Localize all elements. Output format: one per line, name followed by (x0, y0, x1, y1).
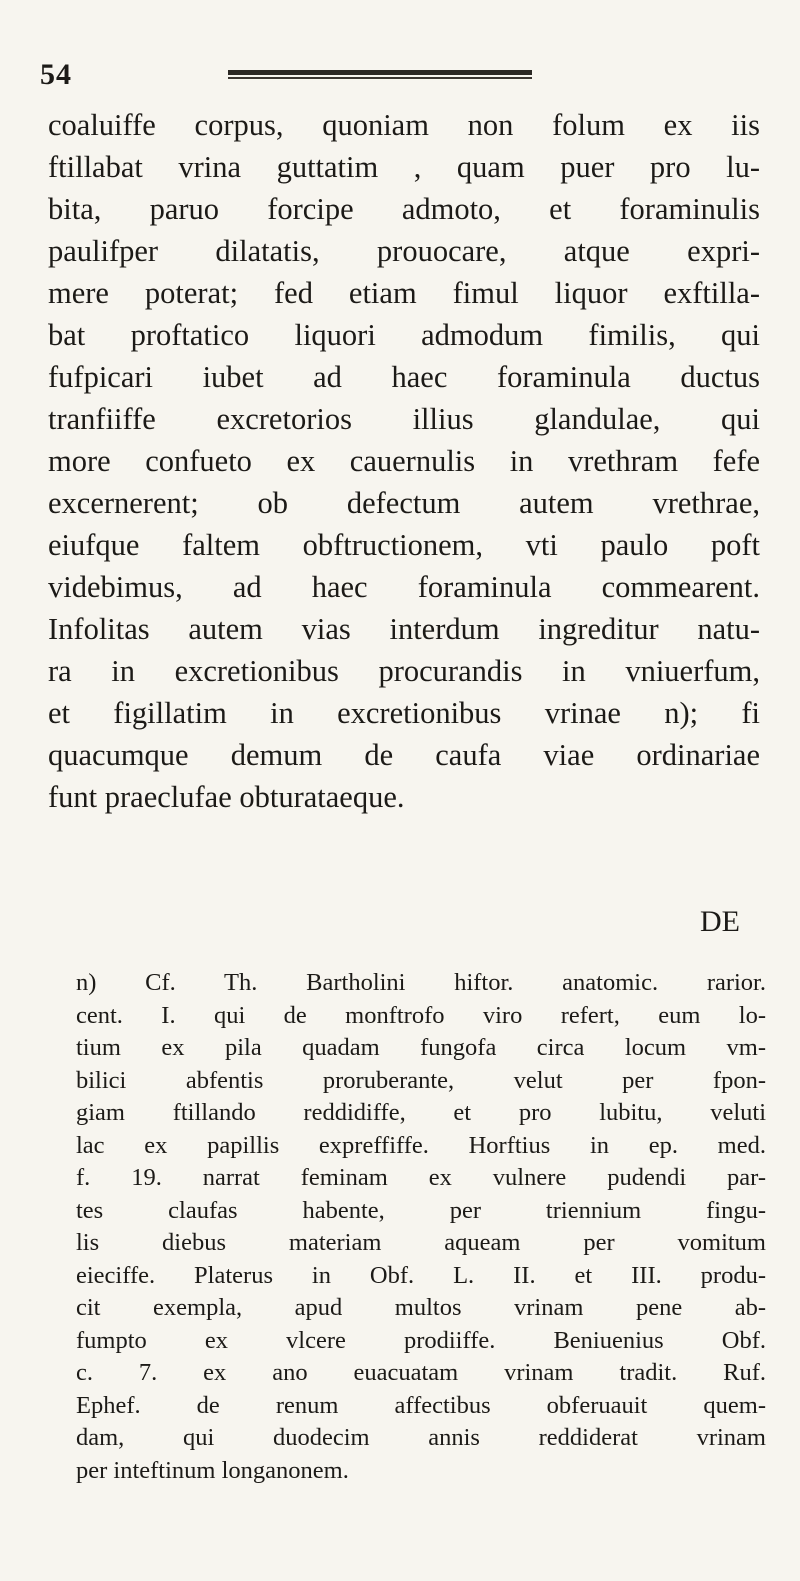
footnote-line: cent. I. qui de monftrofo viro refert, eum lo- (76, 1001, 766, 1029)
text-line: et figillatim in excretionibus vrinae n); fi (48, 696, 760, 730)
footnote-line: fumpto ex vlcere prodiiffe. Beniuenius Obf. (76, 1326, 766, 1354)
text-line: ra in excretionibus procurandis in vniuerfum, (48, 654, 760, 688)
footnote-line: dam, qui duodecim annis reddiderat vrinam (76, 1424, 766, 1451)
text-line: tranfiiffe excretorios illius glandulae, qui (48, 402, 760, 436)
header-rule (228, 70, 532, 78)
footnote-line: lac ex papillis expreffiffe. Horftius in ep. med. (76, 1131, 766, 1159)
text-line: quacumque demum de caufa viae ordinariae (48, 738, 760, 772)
text-line: funt praeclufae obturataeque. (48, 780, 405, 814)
footnote-line: f. 19. narrat feminam ex vulnere pudendi par- (76, 1164, 766, 1191)
footnote-line: c. 7. ex ano euacuatam vrinam tradit. Ruf. (76, 1359, 766, 1386)
footnote-line: Ephef. de renum affectibus obferuauit quem- (76, 1391, 766, 1419)
footnote-line: giam ftillando reddidiffe, et pro lubitu, veluti (76, 1099, 766, 1126)
footnote-line: lis diebus materiam aqueam per vomitum (76, 1229, 766, 1256)
main-text-block (48, 104, 768, 818)
footnote-line: cit exempla, apud multos vrinam pene ab- (76, 1294, 766, 1321)
footnote-line: tes claufas habente, per triennium fingu- (76, 1196, 766, 1224)
text-line: Infolitas autem vias interdum ingreditur natu- (48, 612, 760, 646)
footnote-line: tium ex pila quadam fungofa circa locum vm- (76, 1034, 766, 1061)
text-line: more confueto ex cauernulis in vrethram fefe (48, 444, 760, 478)
text-line: eiufque faltem obftructionem, vti paulo poft (48, 528, 760, 562)
footnote-line: per inteftinum longanonem. (76, 1456, 349, 1484)
page-number: 54 (40, 58, 72, 91)
footnote-line: n) Cf. Th. Bartholini hiftor. anatomic. rarior. (76, 969, 766, 996)
text-line: paulifper dilatatis, prouocare, atque expri- (48, 234, 760, 268)
text-line: mere poterat; fed etiam fimul liquor exftilla- (48, 276, 760, 310)
text-line: videbimus, ad haec foraminula commearent. (48, 570, 760, 604)
footnote-line: eieciffe. Platerus in Obf. L. II. et III. produ- (76, 1261, 766, 1289)
footnote-block (76, 967, 772, 1487)
catchword: DE (700, 905, 740, 938)
text-line: coaluiffe corpus, quoniam non folum ex iis (48, 108, 760, 142)
footnote-line: bilici abfentis proruberante, velut per fpon- (76, 1066, 766, 1094)
text-line: bita, paruo forcipe admoto, et foraminulis (48, 192, 760, 226)
text-line: ftillabat vrina guttatim , quam puer pro lu- (48, 150, 760, 184)
text-line: bat proftatico liquori admodum fimilis, qui (48, 318, 760, 352)
text-line: fufpicari iubet ad haec foraminula ductus (48, 360, 760, 394)
text-line: excernerent; ob defectum autem vrethrae, (48, 486, 760, 520)
